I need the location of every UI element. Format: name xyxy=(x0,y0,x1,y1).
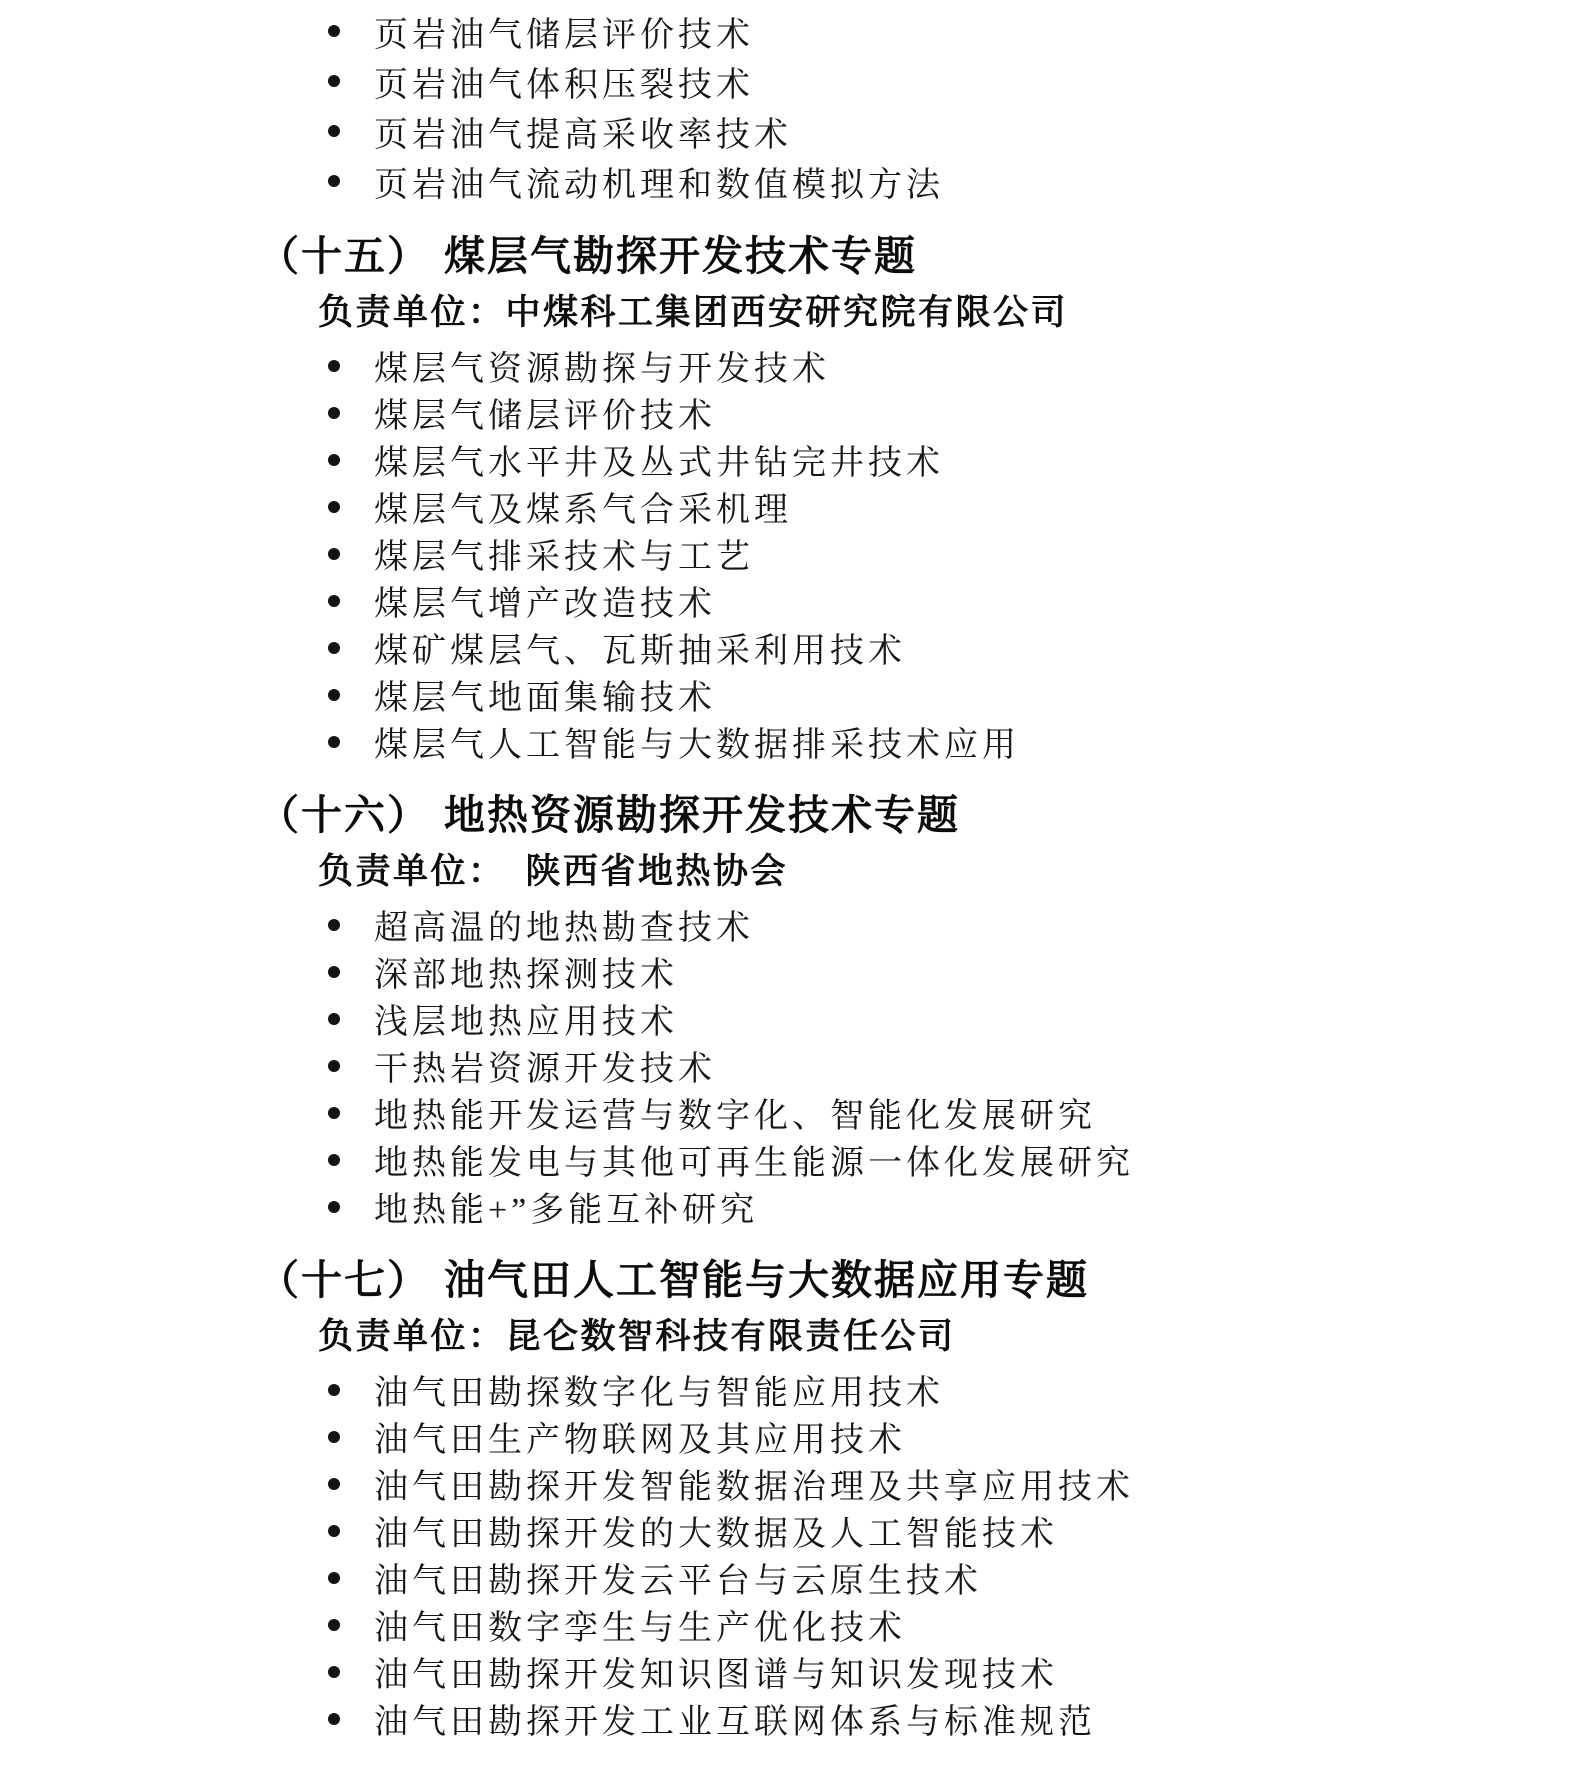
topic-text: 干热岩资源开发技术 xyxy=(374,1051,716,1088)
topic-text: 地热能发电与其他可再生能源一体化发展研究 xyxy=(374,1145,1134,1182)
topic-text: 油气田数字孪生与生产优化技术 xyxy=(374,1610,906,1647)
topic-list xyxy=(0,6,1588,206)
bullet-icon xyxy=(328,1431,340,1443)
list-item xyxy=(326,1648,1588,1695)
bullet-icon xyxy=(328,454,340,466)
responsible-unit-line xyxy=(318,290,1588,336)
topic-text: 煤层气及煤系气合采机理 xyxy=(374,492,792,529)
list-item xyxy=(326,106,1588,156)
responsible-unit: 昆仑数智科技有限责任公司 xyxy=(505,1317,956,1356)
responsible-label: 负责单位： xyxy=(318,1317,506,1356)
bullet-icon xyxy=(328,1525,340,1537)
list-item xyxy=(326,6,1588,56)
section-title: 油气田人工智能与大数据应用专题 xyxy=(444,1257,1089,1303)
list-item xyxy=(326,1183,1588,1230)
section-16 xyxy=(0,789,1588,1230)
topic-list xyxy=(0,901,1588,1230)
topic-text: 煤层气增产改造技术 xyxy=(374,586,716,623)
section-number: （十七） xyxy=(258,1257,430,1303)
topic-text: 油气田勘探开发智能数据治理及共享应用技术 xyxy=(374,1469,1134,1506)
bullet-icon xyxy=(328,736,340,748)
topic-text: 油气田勘探开发知识图谱与知识发现技术 xyxy=(374,1657,1058,1694)
bullet-icon xyxy=(328,1107,340,1119)
section-15 xyxy=(0,230,1588,765)
bullet-icon xyxy=(328,1384,340,1396)
list-item xyxy=(326,342,1588,389)
bullet-icon xyxy=(328,501,340,513)
responsible-unit-line xyxy=(318,849,1588,895)
section-number: （十六） xyxy=(258,792,430,838)
topic-text: 煤层气水平井及丛式井钻完井技术 xyxy=(374,445,944,482)
bullet-icon xyxy=(328,1060,340,1072)
bullet-icon xyxy=(328,175,340,187)
list-item xyxy=(326,56,1588,106)
bullet-icon xyxy=(328,1201,340,1213)
topic-text: 油气田勘探数字化与智能应用技术 xyxy=(374,1375,944,1412)
section-heading xyxy=(258,789,1588,841)
topic-text: 油气田勘探开发的大数据及人工智能技术 xyxy=(374,1516,1058,1553)
list-item xyxy=(326,901,1588,948)
topic-text: 页岩油气提高采收率技术 xyxy=(374,116,792,154)
responsible-label: 负责单位： xyxy=(318,293,506,332)
topic-list xyxy=(0,1366,1588,1742)
bullet-icon xyxy=(328,689,340,701)
topic-text: 页岩油气体积压裂技术 xyxy=(374,66,754,104)
bullet-icon xyxy=(328,642,340,654)
intro-topic-list xyxy=(0,6,1588,206)
list-item xyxy=(326,948,1588,995)
bullet-icon xyxy=(328,1619,340,1631)
topic-text: 地热能开发运营与数字化、智能化发展研究 xyxy=(374,1098,1096,1135)
list-item xyxy=(326,156,1588,206)
list-item xyxy=(326,1601,1588,1648)
bullet-icon xyxy=(328,1154,340,1166)
topic-text: 页岩油气流动机理和数值模拟方法 xyxy=(374,166,944,204)
list-item xyxy=(326,1554,1588,1601)
list-item xyxy=(326,577,1588,624)
bullet-icon xyxy=(328,1713,340,1725)
bullet-icon xyxy=(328,25,340,37)
topic-text: 超高温的地热勘查技术 xyxy=(374,910,754,947)
list-item xyxy=(326,1507,1588,1554)
bullet-icon xyxy=(328,1666,340,1678)
topic-text: 煤层气地面集输技术 xyxy=(374,680,716,717)
topic-text: 煤层气资源勘探与开发技术 xyxy=(374,351,830,388)
topic-text: 煤层气储层评价技术 xyxy=(374,398,716,435)
list-item xyxy=(326,1366,1588,1413)
topic-text: 煤层气人工智能与大数据排采技术应用 xyxy=(374,727,1020,764)
section-heading xyxy=(258,1254,1588,1306)
bullet-icon xyxy=(328,966,340,978)
list-item xyxy=(326,530,1588,577)
list-item xyxy=(326,671,1588,718)
responsible-unit: 中煤科工集团西安研究院有限公司 xyxy=(505,293,1069,332)
section-number: （十五） xyxy=(258,233,430,279)
bullet-icon xyxy=(328,360,340,372)
bullet-icon xyxy=(328,595,340,607)
section-17 xyxy=(0,1254,1588,1742)
bullet-icon xyxy=(328,919,340,931)
list-item xyxy=(326,1089,1588,1136)
topic-text: 油气田生产物联网及其应用技术 xyxy=(374,1422,906,1459)
responsible-label: 负责单位： xyxy=(318,852,489,891)
topic-text: 地热能+”多能互补研究 xyxy=(374,1192,759,1229)
list-item xyxy=(326,1413,1588,1460)
list-item xyxy=(326,624,1588,671)
topic-text: 煤层气排采技术与工艺 xyxy=(374,539,754,576)
bullet-icon xyxy=(328,1478,340,1490)
topic-list xyxy=(0,342,1588,765)
bullet-icon xyxy=(328,75,340,87)
list-item xyxy=(326,1460,1588,1507)
topic-text: 油气田勘探开发工业互联网体系与标准规范 xyxy=(374,1704,1096,1741)
bullet-icon xyxy=(328,548,340,560)
topic-text: 浅层地热应用技术 xyxy=(374,1004,678,1041)
bullet-icon xyxy=(328,1572,340,1584)
section-title: 煤层气勘探开发技术专题 xyxy=(444,233,917,279)
list-item xyxy=(326,995,1588,1042)
list-item xyxy=(326,1695,1588,1742)
list-item xyxy=(326,483,1588,530)
bullet-icon xyxy=(328,1013,340,1025)
list-item xyxy=(326,718,1588,765)
list-item xyxy=(326,1136,1588,1183)
responsible-unit: 陕西省地热协会 xyxy=(488,852,789,891)
list-item xyxy=(326,389,1588,436)
list-item xyxy=(326,436,1588,483)
topic-text: 页岩油气储层评价技术 xyxy=(374,16,754,54)
list-item xyxy=(326,1042,1588,1089)
bullet-icon xyxy=(328,125,340,137)
bullet-icon xyxy=(328,407,340,419)
section-title: 地热资源勘探开发技术专题 xyxy=(444,792,960,838)
topic-text: 煤矿煤层气、瓦斯抽采利用技术 xyxy=(374,633,906,670)
topic-text: 油气田勘探开发云平台与云原生技术 xyxy=(374,1563,982,1600)
section-heading xyxy=(258,230,1588,282)
responsible-unit-line xyxy=(318,1314,1588,1360)
topic-text: 深部地热探测技术 xyxy=(374,957,678,994)
